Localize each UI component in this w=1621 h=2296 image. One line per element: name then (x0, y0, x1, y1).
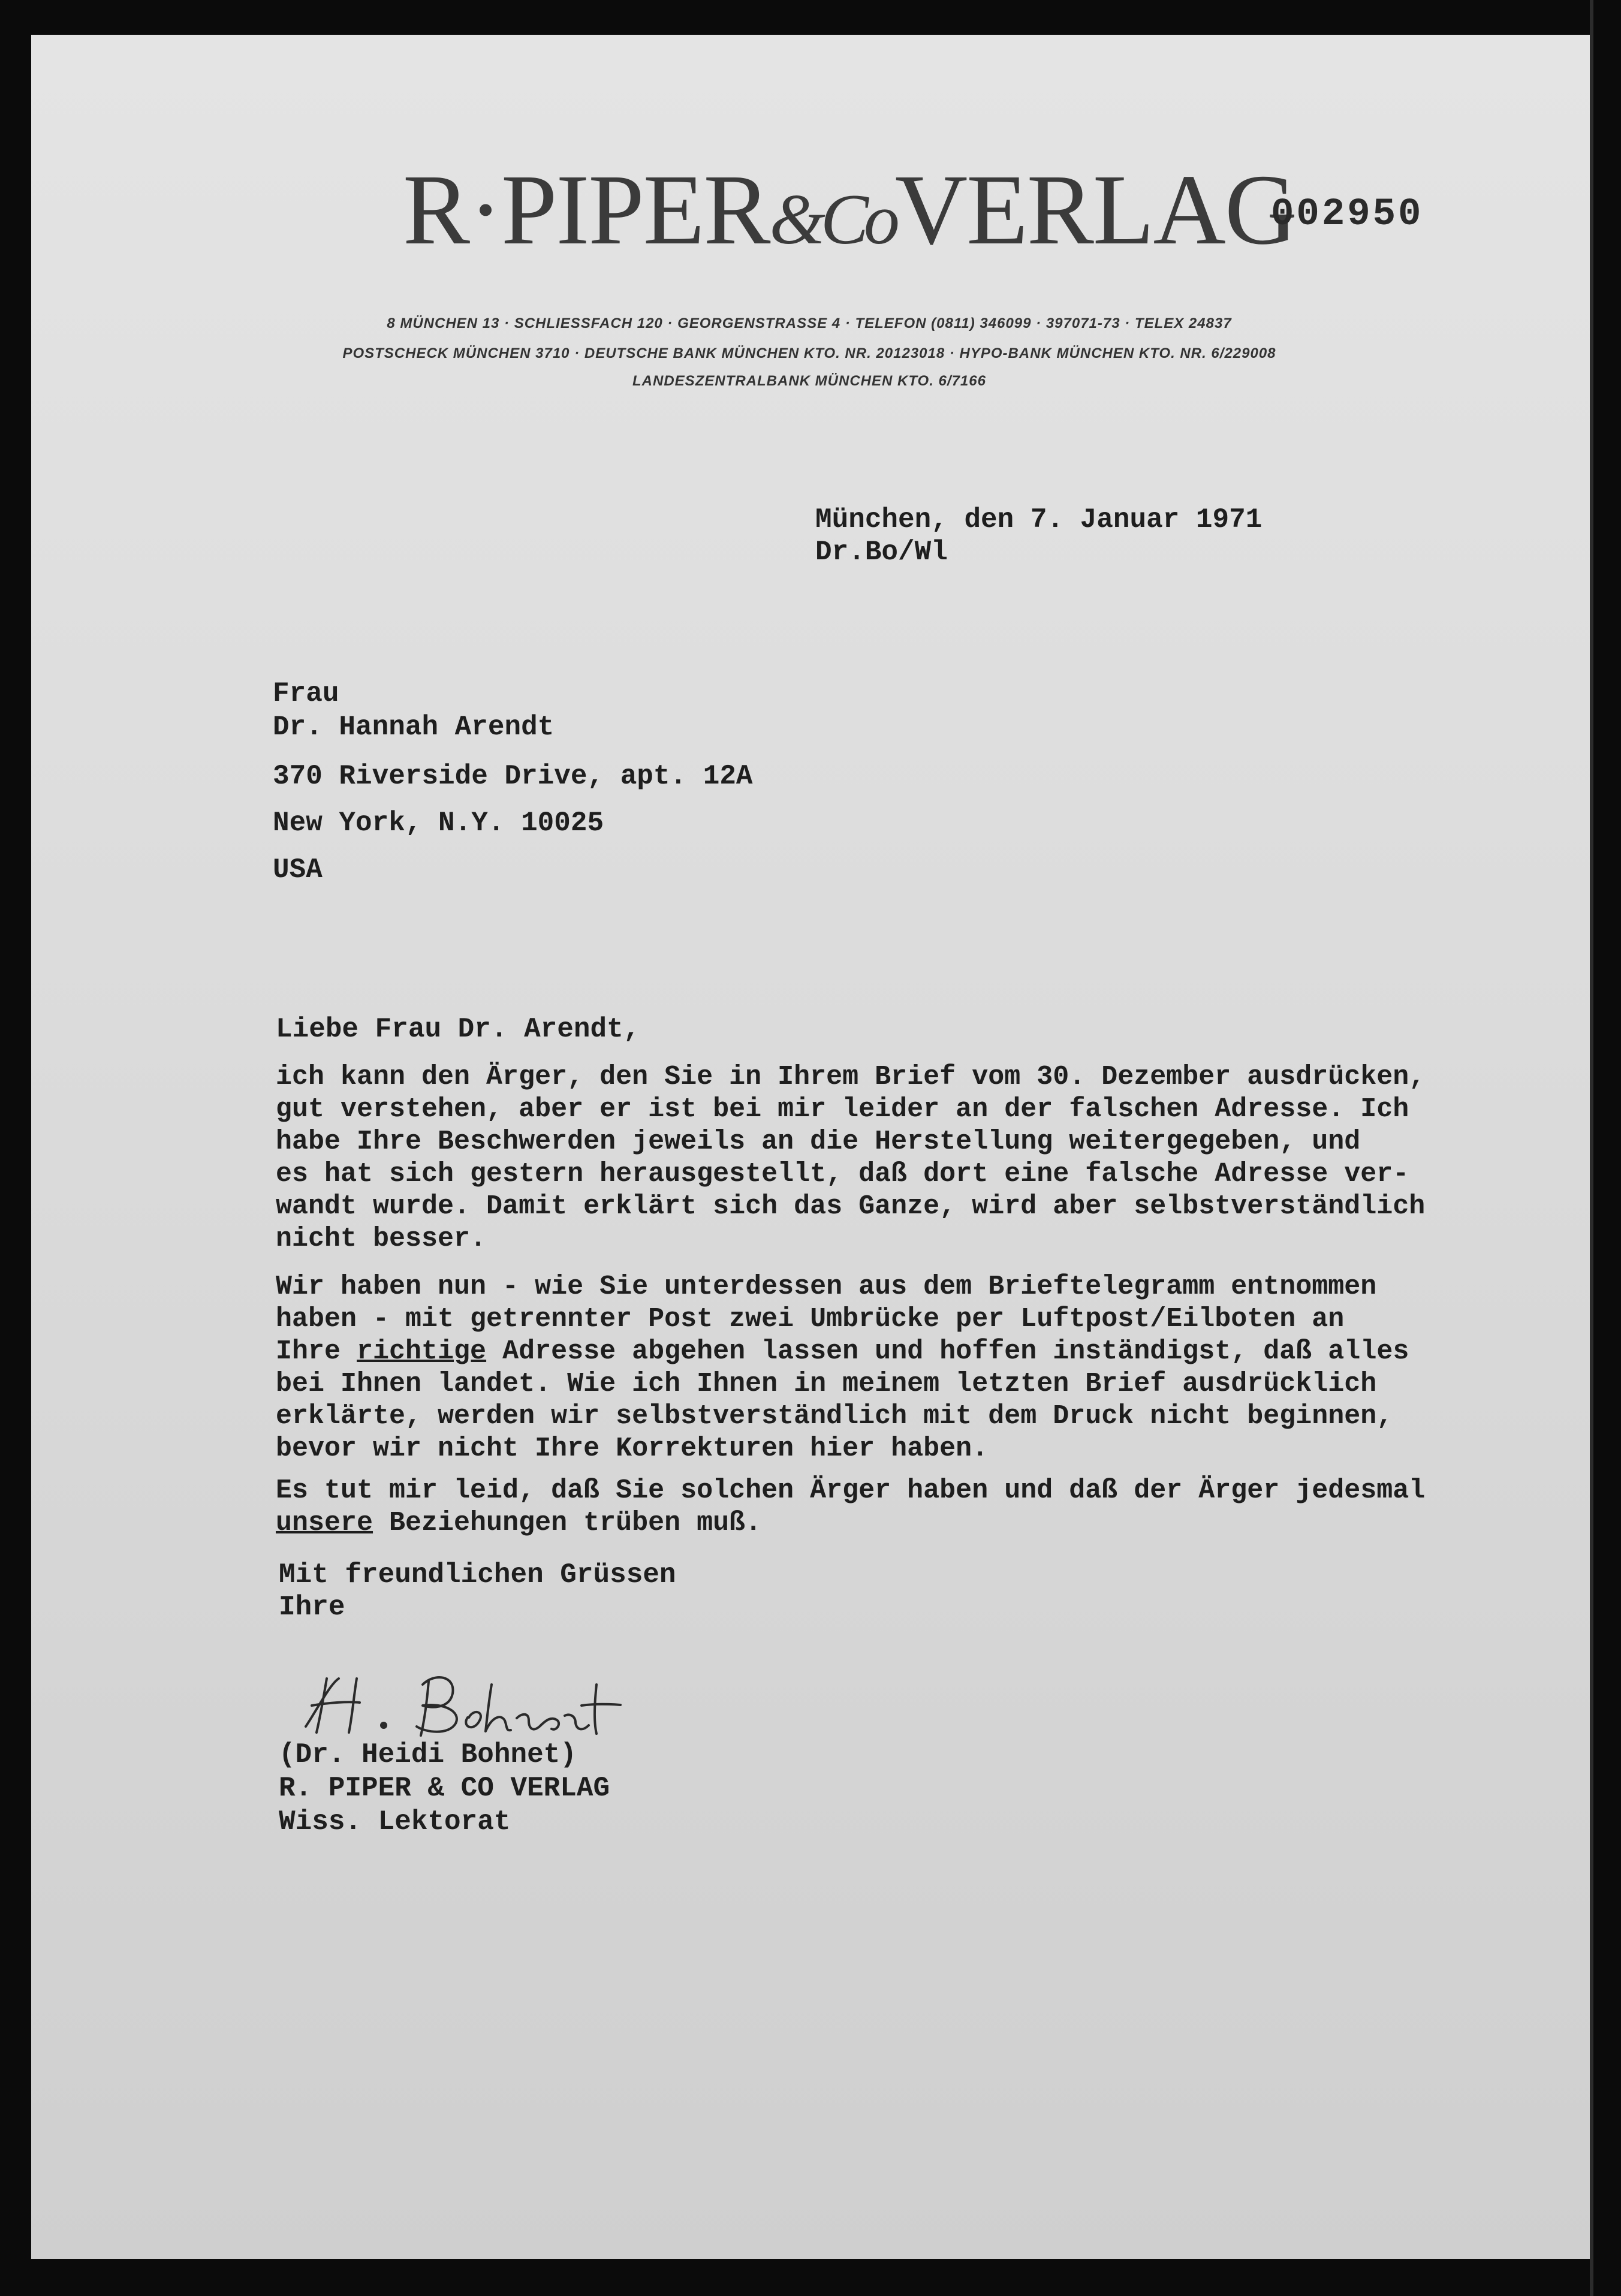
closing-line-2: Ihre (279, 1592, 345, 1623)
paragraph-line: bei Ihnen landet. Wie ich Ihnen in meinem letzten Brief ausdrücklich (276, 1369, 1377, 1399)
reference-code: Dr.Bo/Wl (815, 537, 948, 568)
paragraph-line: nicht besser. (276, 1224, 487, 1254)
paragraph-line: bevor wir nicht Ihre Korrekturen hier haben. (276, 1433, 989, 1464)
recipient-city: New York, N.Y. 10025 (273, 807, 604, 839)
letterhead-bank-line: POSTSCHECK MÜNCHEN 3710 · DEUTSCHE BANK MÜNCHEN KTO. NR. 20123018 · HYPO-BANK MÜNCHEN KTO. NR. 6/229008 (342, 345, 1276, 361)
paragraph-text: Beziehungen trüben muß. (373, 1508, 762, 1538)
paragraph-1 (276, 1061, 1511, 1255)
letterhead-bank-line-2: LANDESZENTRALBANK MÜNCHEN KTO. 6/7166 (632, 373, 986, 389)
document-number: 002950 (1271, 193, 1424, 236)
sender-name: (Dr. Heidi Bohnet) (279, 1739, 577, 1770)
paragraph-line (276, 1507, 1511, 1539)
paragraph-line: Wir haben nun - wie Sie unterdessen aus dem Brieftelegramm entnommen (276, 1271, 1377, 1302)
closing-line: Mit freundlichen Grüssen (279, 1559, 676, 1590)
letter-greeting: Liebe Frau Dr. Arendt, (276, 1014, 640, 1045)
paragraph-line: es hat sich gestern herausgestellt, daß dort eine falsche Adresse ver- (276, 1159, 1409, 1189)
paragraph-line: wandt wurde. Damit erklärt sich das Ganze, wird aber selbstverständlich (276, 1191, 1426, 1222)
recipient-street: 370 Riverside Drive, apt. 12A (273, 761, 753, 792)
paragraph-text: Adresse abgehen lassen und hoffen inständigst, daß alles (486, 1336, 1409, 1367)
paragraph-line: gut verstehen, aber er ist bei mir leider an der falschen Adresse. Ich (276, 1094, 1409, 1125)
paragraph-2 (276, 1271, 1511, 1465)
underlined-word: richtige (357, 1336, 487, 1367)
letterhead-address-line: 8 MÜNCHEN 13 · SCHLIESSFACH 120 · GEORGENSTRASSE 4 · TELEFON (0811) 346099 · 397071-73 · TELEX 24837 (387, 315, 1232, 332)
recipient-country: USA (273, 854, 323, 885)
letter-date: München, den 7. Januar 1971 (815, 504, 1263, 535)
sender-department: Wiss. Lektorat (279, 1806, 511, 1837)
paragraph-line: erklärte, werden wir selbstverständlich mit dem Druck nicht beginnen, (276, 1401, 1393, 1432)
paragraph-text: Ihre (276, 1336, 357, 1367)
paragraph-3 (276, 1475, 1511, 1539)
paragraph-line: ich kann den Ärger, den Sie in Ihrem Brief vom 30. Dezember ausdrücken, (276, 1062, 1426, 1092)
recipient-name: Dr. Hannah Arendt (273, 712, 555, 743)
sender-company: R. PIPER & CO VERLAG (279, 1773, 610, 1804)
paragraph-line: habe Ihre Beschwerden jeweils an die Herstellung weitergegeben, und (276, 1126, 1361, 1157)
handwritten-signature (294, 1661, 629, 1744)
logo-text: R·PIPER&CoVERLAG (403, 154, 1297, 266)
publisher-logo (403, 150, 1296, 270)
paragraph-line (276, 1336, 1511, 1368)
page-edge (1590, 0, 1593, 2296)
paragraph-line: haben - mit getrennter Post zwei Umbrücke per Luftpost/Eilboten an (276, 1304, 1345, 1334)
recipient-title: Frau (273, 678, 339, 709)
underlined-word: unsere (276, 1508, 373, 1538)
paragraph-line: Es tut mir leid, daß Sie solchen Ärger haben und daß der Ärger jedesmal (276, 1475, 1426, 1506)
